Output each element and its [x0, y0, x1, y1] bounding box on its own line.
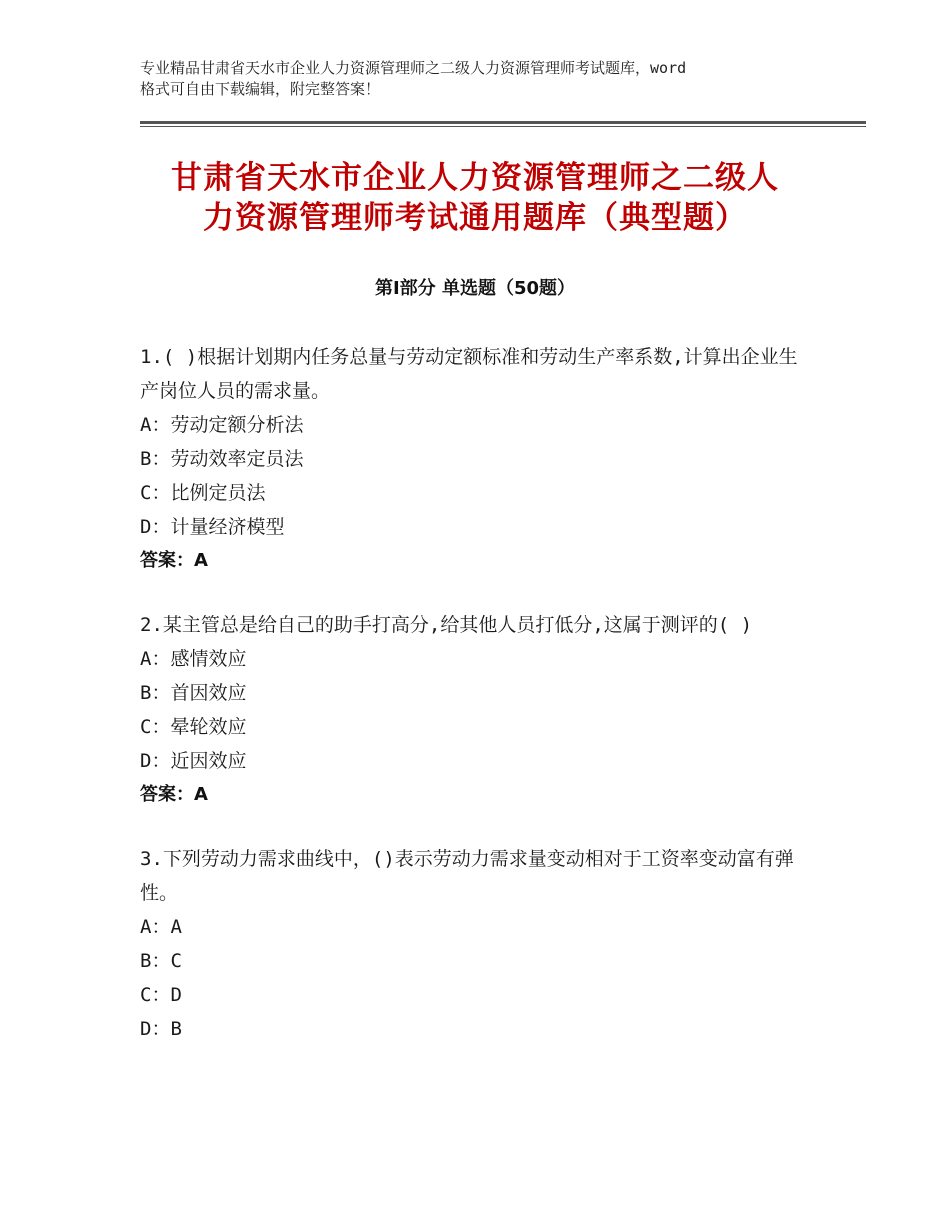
question-1 — [140, 340, 805, 578]
option-d: D：近因效应 — [140, 750, 247, 772]
option-a: A：劳动定额分析法 — [140, 414, 304, 436]
option-b: B：劳动效率定员法 — [140, 448, 304, 470]
section-title: 第Ⅰ部分 单选题（50题） — [374, 278, 575, 299]
header-rule-thick — [140, 121, 866, 124]
question-list — [140, 340, 805, 1076]
document-title-line-2: 力资源管理师考试通用题库（典型题） — [203, 200, 747, 236]
option-d: D：B — [140, 1018, 182, 1040]
document-title-line-1: 甘肃省天水市企业人力资源管理师之二级人 — [171, 160, 779, 196]
header-rule-thin — [140, 126, 866, 127]
question-2 — [140, 608, 805, 812]
header-note — [140, 58, 820, 100]
question-stem: 3.下列劳动力需求曲线中，()表示劳动力需求量变动相对于工资率变动富有弹性。 — [140, 848, 794, 904]
option-b: B：C — [140, 950, 182, 972]
option-d: D：计量经济模型 — [140, 516, 285, 538]
question-stem: 2.某主管总是给自己的助手打高分,给其他人员打低分,这属于测评的( ) — [140, 614, 753, 636]
option-b: B：首因效应 — [140, 682, 247, 704]
header-note-line-2: 格式可自由下载编辑，附完整答案！ — [140, 80, 381, 98]
option-a: A：感情效应 — [140, 648, 247, 670]
question-3 — [140, 842, 805, 1046]
option-c: C：比例定员法 — [140, 482, 266, 504]
header-note-line-1: 专业精品甘肃省天水市企业人力资源管理师之二级人力资源管理师考试题库，word — [140, 59, 687, 77]
document-title — [120, 158, 830, 238]
option-a: A：A — [140, 916, 182, 938]
option-c: C：晕轮效应 — [140, 716, 247, 738]
answer-label: 答案：A — [140, 784, 208, 805]
question-stem: 1.( )根据计划期内任务总量与劳动定额标准和劳动生产率系数,计算出企业生产岗位人员的需求量。 — [140, 346, 798, 402]
answer-label: 答案：A — [140, 550, 208, 571]
option-c: C：D — [140, 984, 182, 1006]
